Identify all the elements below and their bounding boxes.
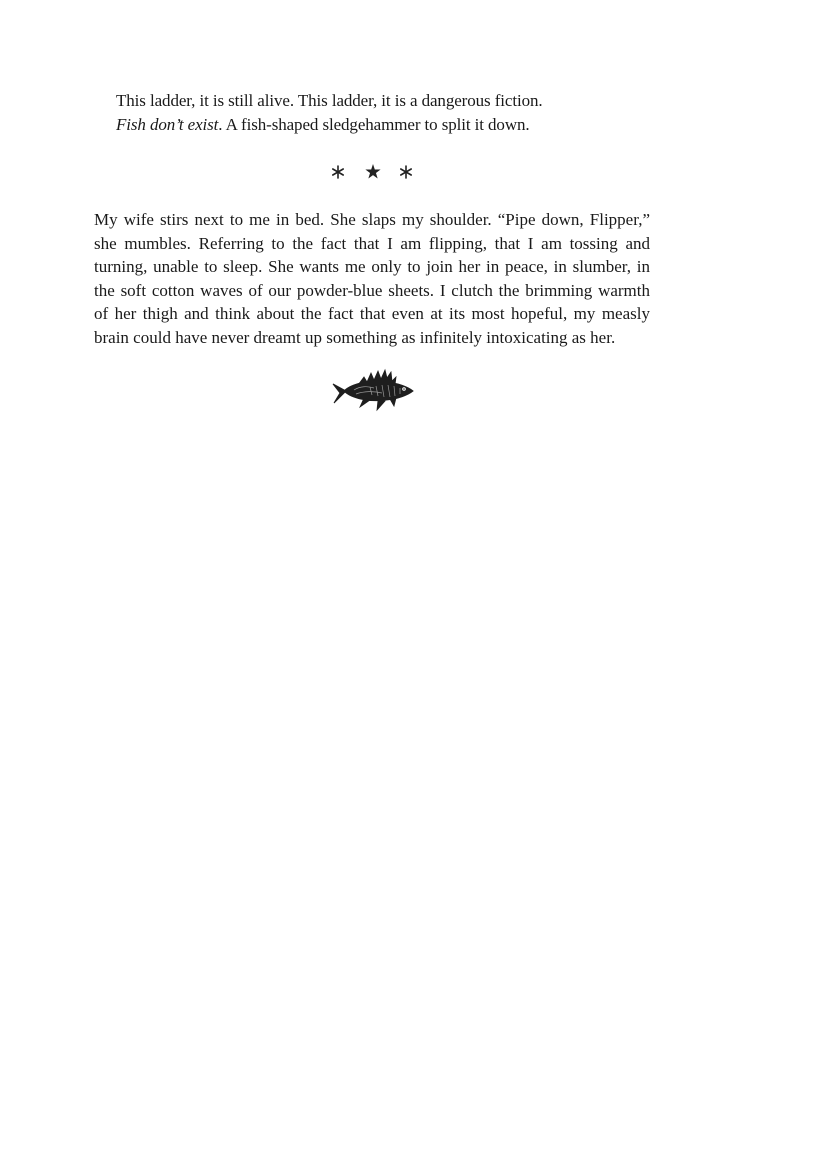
paragraph-line-3: turning, unable to sleep. She wants me only to join her in peace, in slumber, in: [94, 257, 650, 277]
paragraph-line-6: brain could have never dreamt up something as infinitely intoxicating as her.: [94, 327, 616, 347]
three-asterisks-icon: [326, 160, 426, 184]
verse-line-2: [116, 113, 636, 137]
body-paragraph: [94, 208, 650, 350]
fish-icon: [330, 366, 416, 414]
paragraph-line-5: of her thigh and think about the fact that even at its most hopeful, my measly: [94, 304, 650, 324]
paragraph-line-4: the soft cotton waves of our powder-blue sheets. I clutch the brimming warmth: [94, 280, 650, 300]
verse-line-1: This ladder, it is still alive. This ladder, it is a dangerous fiction.: [116, 91, 543, 110]
paragraph-line-1: My wife stirs next to me in bed. She slaps my shoulder. “Pipe down, Flipper,”: [94, 210, 650, 229]
verse-block: [116, 89, 636, 136]
verse-line-2-rest: . A fish-shaped sledgehammer to split it down.: [218, 114, 530, 134]
verse-italic-phrase: Fish don’t exist: [116, 114, 219, 134]
paragraph-line-2: she mumbles. Referring to the fact that I am flipping, that I am tossing and: [94, 233, 650, 253]
